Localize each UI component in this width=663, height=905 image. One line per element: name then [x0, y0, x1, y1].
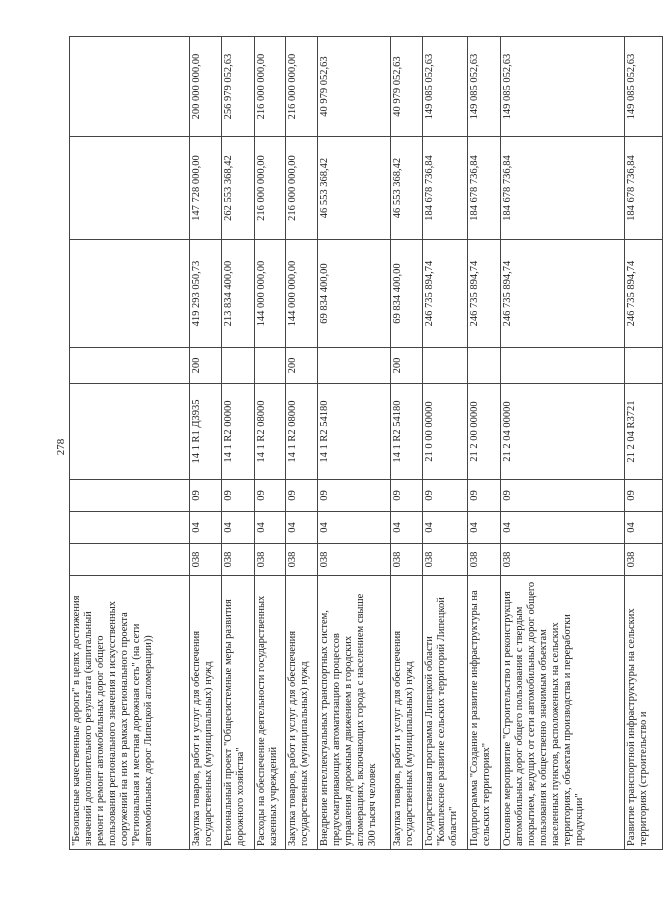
section-code-cell: 04 [286, 512, 318, 544]
amount-2-cell: 184 678 736,84 [468, 137, 501, 240]
amount-3-cell: 200 000 000,00 [190, 37, 222, 137]
amount-1-cell: 69 834 400,00 [318, 240, 391, 348]
table-row [391, 37, 423, 850]
table-body [70, 37, 663, 850]
amount-1-cell: 69 834 400,00 [391, 240, 423, 348]
target-code-cell: 14 1 R2 54180 [391, 384, 423, 480]
subsection-code-cell: 09 [286, 480, 318, 512]
target-code-cell: 14 1 R2 08000 [255, 384, 286, 480]
amount-2-cell: 147 728 000,00 [190, 137, 222, 240]
table-row [318, 37, 391, 850]
expense-code-cell [468, 348, 501, 384]
ministry-code-cell: 038 [391, 544, 423, 576]
section-code-cell: 04 [501, 512, 625, 544]
table-row [222, 37, 255, 850]
ministry-code-cell: 038 [318, 544, 391, 576]
row-name-cell: Государственная программа Липецкой области "Комплексное развитие сельских территорий Липецкой области" [423, 576, 468, 850]
amount-3-cell: 256 979 052,63 [222, 37, 255, 137]
expense-code-cell [222, 348, 255, 384]
subsection-code-cell: 09 [468, 480, 501, 512]
amount-1-cell: 144 000 000,00 [286, 240, 318, 348]
table-row [190, 37, 222, 850]
amount-2-cell: 262 553 368,42 [222, 137, 255, 240]
amount-3-cell: 216 000 000,00 [286, 37, 318, 137]
expense-code-cell [625, 348, 663, 384]
amount-2-cell: 216 000 000,00 [255, 137, 286, 240]
amount-2-cell: 216 000 000,00 [286, 137, 318, 240]
amount-2-cell: 184 678 736,84 [423, 137, 468, 240]
amount-2-cell [70, 137, 190, 240]
subsection-code-cell: 09 [423, 480, 468, 512]
amount-1-cell [70, 240, 190, 348]
amount-1-cell: 419 293 050,73 [190, 240, 222, 348]
ministry-code-cell [70, 544, 190, 576]
target-code-cell: 21 2 00 00000 [468, 384, 501, 480]
subsection-code-cell [70, 480, 190, 512]
table-row [286, 37, 318, 850]
amount-3-cell [70, 37, 190, 137]
target-code-cell: 21 2 04 00000 [501, 384, 625, 480]
amount-1-cell: 246 735 894,74 [468, 240, 501, 348]
expense-code-cell [70, 348, 190, 384]
subsection-code-cell: 09 [501, 480, 625, 512]
target-code-cell [70, 384, 190, 480]
section-code-cell: 04 [222, 512, 255, 544]
expense-code-cell [318, 348, 391, 384]
expense-code-cell: 200 [286, 348, 318, 384]
table-row [501, 37, 625, 850]
subsection-code-cell: 09 [255, 480, 286, 512]
target-code-cell: 21 2 04 R3721 [625, 384, 663, 480]
amount-1-cell: 246 735 894,74 [625, 240, 663, 348]
table-row [70, 37, 190, 850]
amount-1-cell: 246 735 894,74 [501, 240, 625, 348]
amount-3-cell: 149 085 052,63 [625, 37, 663, 137]
ministry-code-cell: 038 [468, 544, 501, 576]
amount-3-cell: 149 085 052,63 [501, 37, 625, 137]
section-code-cell [70, 512, 190, 544]
target-code-cell: 14 1 R2 08000 [286, 384, 318, 480]
target-code-cell: 14 1 R2 54180 [318, 384, 391, 480]
expense-code-cell [501, 348, 625, 384]
table-row [625, 37, 663, 850]
ministry-code-cell: 038 [625, 544, 663, 576]
row-name-cell: Внедрение интеллектуальных транспортных систем, предусматривающих автоматизацию процессов управления дорожным движением в городских агломерациях, включающих города с населением свыше 300 тысяч человек [318, 576, 391, 850]
row-name-cell: Основное мероприятие "Строительство и реконструкция автомобильных дорог общего пользования с твердым покрытием, ведущих от сети автомобильных дорог общего пользования к общественно значимым объектам населенных пунктов, расположенных на сельских территориях, объектам производства и переработки продукции" [501, 576, 625, 850]
ministry-code-cell: 038 [222, 544, 255, 576]
ministry-code-cell: 038 [190, 544, 222, 576]
amount-3-cell: 40 979 052,63 [391, 37, 423, 137]
row-name-cell: Расходы на обеспечение деятельности государственных казенных учреждений [255, 576, 286, 850]
section-code-cell: 04 [190, 512, 222, 544]
rotated-page [69, 37, 649, 850]
expense-code-cell [423, 348, 468, 384]
expense-code-cell [255, 348, 286, 384]
row-name-cell: Закупка товаров, работ и услуг для обеспечения государственных (муниципальных) нужд [286, 576, 318, 850]
amount-2-cell: 184 678 736,84 [625, 137, 663, 240]
expense-code-cell: 200 [391, 348, 423, 384]
row-name-cell: Развитие транспортной инфраструктуры на сельских территориях (строительство и [625, 576, 663, 850]
amount-1-cell: 144 000 000,00 [255, 240, 286, 348]
subsection-code-cell: 09 [391, 480, 423, 512]
section-code-cell: 04 [625, 512, 663, 544]
ministry-code-cell: 038 [423, 544, 468, 576]
subsection-code-cell: 09 [222, 480, 255, 512]
section-code-cell: 04 [468, 512, 501, 544]
section-code-cell: 04 [391, 512, 423, 544]
subsection-code-cell: 09 [318, 480, 391, 512]
target-code-cell: 14 1 R1 Д3935 [190, 384, 222, 480]
budget-table [69, 36, 663, 850]
amount-3-cell: 40 979 052,63 [318, 37, 391, 137]
row-name-cell: Закупка товаров, работ и услуг для обеспечения государственных (муниципальных) нужд [190, 576, 222, 850]
ministry-code-cell: 038 [286, 544, 318, 576]
row-name-cell: Региональный проект "Общесистемные меры развития дорожного хозяйства" [222, 576, 255, 850]
table-row [255, 37, 286, 850]
amount-2-cell: 46 553 368,42 [391, 137, 423, 240]
ministry-code-cell: 038 [501, 544, 625, 576]
expense-code-cell: 200 [190, 348, 222, 384]
target-code-cell: 21 0 00 00000 [423, 384, 468, 480]
row-name-cell: "Безопасные качественные дороги" в целях достижения значений дополнительного результата (капитальный ремонт и ремонт автомобильных дорог общего пользования регионального значения и искусственных сооружений на них в рамках регионального проекта "Региональная и местная дорожная сеть" (на сети автомобильных дорог Липецкой агломерации)) [70, 576, 190, 850]
amount-3-cell: 149 085 052,63 [468, 37, 501, 137]
amount-1-cell: 213 834 400,00 [222, 240, 255, 348]
amount-1-cell: 246 735 894,74 [423, 240, 468, 348]
target-code-cell: 14 1 R2 00000 [222, 384, 255, 480]
ministry-code-cell: 038 [255, 544, 286, 576]
section-code-cell: 04 [423, 512, 468, 544]
amount-3-cell: 149 085 052,63 [423, 37, 468, 137]
page-number: 278 [55, 438, 67, 456]
amount-3-cell: 216 000 000,00 [255, 37, 286, 137]
amount-2-cell: 184 678 736,84 [501, 137, 625, 240]
section-code-cell: 04 [255, 512, 286, 544]
section-code-cell: 04 [318, 512, 391, 544]
row-name-cell: Подпрограмма "Создание и развитие инфраструктуры на сельских территориях" [468, 576, 501, 850]
subsection-code-cell: 09 [190, 480, 222, 512]
amount-2-cell: 46 553 368,42 [318, 137, 391, 240]
row-name-cell: Закупка товаров, работ и услуг для обеспечения государственных (муниципальных) нужд [391, 576, 423, 850]
subsection-code-cell: 09 [625, 480, 663, 512]
table-row [468, 37, 501, 850]
table-row [423, 37, 468, 850]
